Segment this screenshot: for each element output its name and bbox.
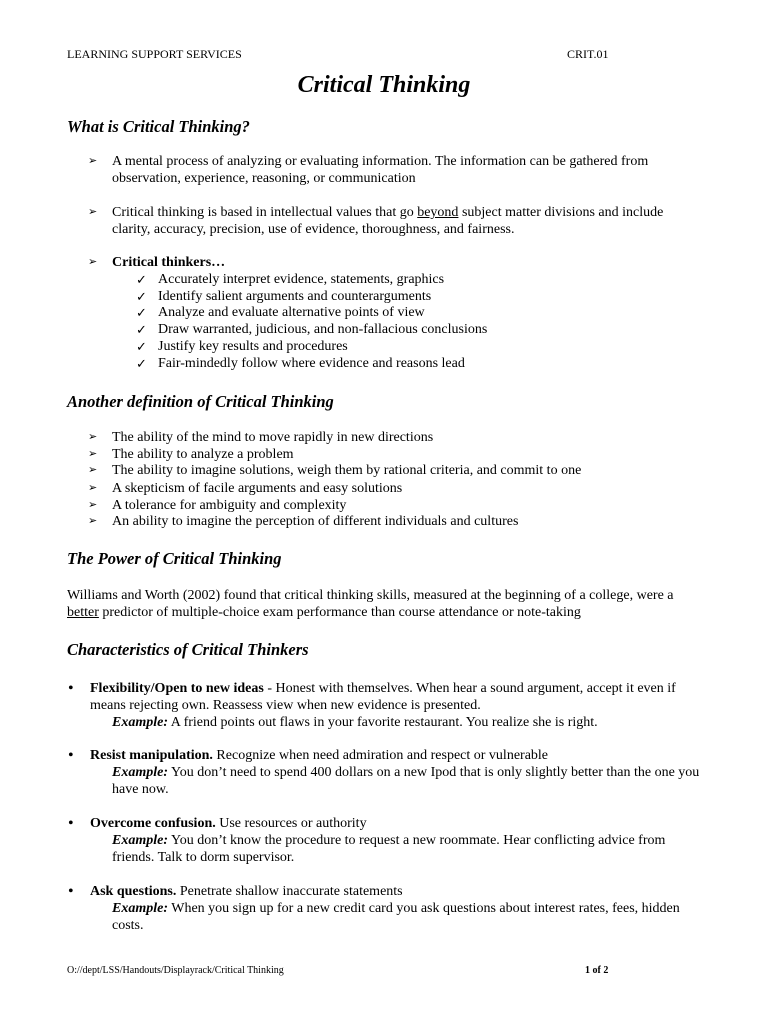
bullet-dot-icon: • bbox=[68, 815, 74, 832]
bullet-line: A mental process of analyzing or evaluating information. The information can be gathered from bbox=[112, 154, 649, 169]
arrow-bullet-icon: ➢ bbox=[88, 515, 98, 527]
checkmark-icon: ✓ bbox=[136, 289, 147, 304]
bullet-line: clarity, accuracy, precision, use of evidence, thoroughness, and fairness. bbox=[112, 222, 515, 237]
example-text: A friend points out flaws in your favorite restaurant. You realize she is right. bbox=[168, 715, 598, 730]
checkmark-icon: ✓ bbox=[136, 305, 147, 320]
footer-path: O://dept/LSS/Handouts/Displayrack/Critical Thinking bbox=[67, 965, 284, 976]
definition-item: The ability to analyze a problem bbox=[112, 447, 294, 462]
example-line bbox=[90, 832, 665, 849]
arrow-bullet-icon: ➢ bbox=[88, 155, 98, 167]
example-text: When you sign up for a new credit card you ask questions about interest rates, fees, hidden bbox=[168, 901, 680, 916]
bullet-text bbox=[112, 204, 663, 238]
critical-thinkers-label: Critical thinkers… bbox=[112, 255, 226, 270]
arrow-bullet-icon: ➢ bbox=[88, 256, 98, 268]
characteristic-line bbox=[90, 747, 699, 764]
section-heading-another-definition: Another definition of Critical Thinking bbox=[67, 392, 334, 411]
example-label: Example: bbox=[112, 715, 168, 730]
check-item: Accurately interpret evidence, statements, graphics bbox=[158, 272, 445, 287]
definition-item: An ability to imagine the perception of different individuals and cultures bbox=[112, 514, 519, 529]
power-paragraph bbox=[67, 587, 674, 621]
text-run: Recognize when need admiration and respect or vulnerable bbox=[212, 748, 549, 763]
bullet-dot-icon: • bbox=[68, 680, 74, 697]
section-heading-power: The Power of Critical Thinking bbox=[67, 549, 282, 568]
check-item: Draw warranted, judicious, and non-fallacious conclusions bbox=[158, 322, 488, 337]
characteristic-line bbox=[90, 883, 680, 900]
checkmark-icon: ✓ bbox=[136, 322, 147, 337]
characteristic-line: means rejecting own. Reassess view when new evidence is presented. bbox=[90, 698, 481, 713]
characteristic-item bbox=[90, 883, 680, 934]
bullet-text bbox=[112, 153, 648, 187]
example-label: Example: bbox=[112, 833, 168, 848]
page-title: Critical Thinking bbox=[297, 72, 471, 98]
text-run: subject matter divisions and include bbox=[458, 205, 664, 220]
arrow-bullet-icon: ➢ bbox=[88, 206, 98, 218]
characteristic-title: Resist manipulation. bbox=[90, 748, 213, 763]
text-run: predictor of multiple-choice exam performance than course attendance or note-taking bbox=[98, 605, 581, 620]
text-run: Critical thinking is based in intellectual values that go bbox=[112, 205, 418, 220]
example-text: You don’t know the procedure to request a new roommate. Hear conflicting advice from bbox=[168, 833, 666, 848]
characteristic-item bbox=[90, 815, 665, 866]
arrow-bullet-icon: ➢ bbox=[88, 431, 98, 443]
example-line bbox=[90, 900, 680, 917]
page-number: 1 of 2 bbox=[585, 965, 609, 976]
check-item: Justify key results and procedures bbox=[158, 339, 348, 354]
definition-item: A skepticism of facile arguments and easy solutions bbox=[112, 481, 403, 496]
example-line: costs. bbox=[112, 918, 144, 933]
definition-item: A tolerance for ambiguity and complexity bbox=[112, 498, 347, 513]
section-heading-what-is: What is Critical Thinking? bbox=[67, 117, 250, 136]
text-run: - Honest with themselves. When hear a sound argument, accept it even if bbox=[263, 681, 676, 696]
arrow-bullet-icon: ➢ bbox=[88, 448, 98, 460]
characteristic-title: Flexibility/Open to new ideas bbox=[90, 681, 264, 696]
check-item: Analyze and evaluate alternative points of view bbox=[158, 305, 425, 320]
bullet-dot-icon: • bbox=[68, 883, 74, 900]
example-line bbox=[90, 714, 676, 731]
bullet-line: observation, experience, reasoning, or communication bbox=[112, 171, 416, 186]
characteristic-title: Ask questions. bbox=[90, 884, 177, 899]
characteristic-item bbox=[90, 680, 676, 731]
arrow-bullet-icon: ➢ bbox=[88, 482, 98, 494]
example-text: You don’t need to spend 400 dollars on a new Ipod that is only slightly better than the one you bbox=[168, 765, 700, 780]
header-right: CRIT.01 bbox=[567, 47, 609, 61]
header-left: LEARNING SUPPORT SERVICES bbox=[67, 47, 242, 61]
characteristic-line bbox=[90, 680, 676, 697]
paragraph-line bbox=[67, 604, 674, 621]
checkmark-icon: ✓ bbox=[136, 272, 147, 287]
checkmark-icon: ✓ bbox=[136, 356, 147, 371]
definition-item: The ability of the mind to move rapidly in new directions bbox=[112, 430, 434, 445]
example-line: have now. bbox=[112, 782, 169, 797]
text-run: Penetrate shallow inaccurate statements bbox=[176, 884, 403, 899]
arrow-bullet-icon: ➢ bbox=[88, 499, 98, 511]
section-heading-characteristics: Characteristics of Critical Thinkers bbox=[67, 640, 309, 659]
characteristic-title: Overcome confusion. bbox=[90, 816, 216, 831]
example-line bbox=[90, 764, 699, 781]
bullet-line bbox=[112, 204, 663, 221]
characteristic-item bbox=[90, 747, 699, 798]
definition-item: The ability to imagine solutions, weigh them by rational criteria, and commit to one bbox=[112, 463, 582, 478]
paragraph-line: Williams and Worth (2002) found that critical thinking skills, measured at the beginning of a college, were a bbox=[67, 588, 674, 603]
arrow-bullet-icon: ➢ bbox=[88, 464, 98, 476]
example-label: Example: bbox=[112, 901, 168, 916]
underlined-word: beyond bbox=[417, 205, 459, 220]
checkmark-icon: ✓ bbox=[136, 339, 147, 354]
check-item: Fair-mindedly follow where evidence and reasons lead bbox=[158, 356, 465, 371]
check-item: Identify salient arguments and counterarguments bbox=[158, 289, 432, 304]
bullet-dot-icon: • bbox=[68, 747, 74, 764]
example-line: friends. Talk to dorm supervisor. bbox=[112, 850, 295, 865]
underlined-word: better bbox=[67, 605, 99, 620]
characteristic-line bbox=[90, 815, 665, 832]
example-label: Example: bbox=[112, 765, 168, 780]
text-run: Use resources or authority bbox=[215, 816, 367, 831]
